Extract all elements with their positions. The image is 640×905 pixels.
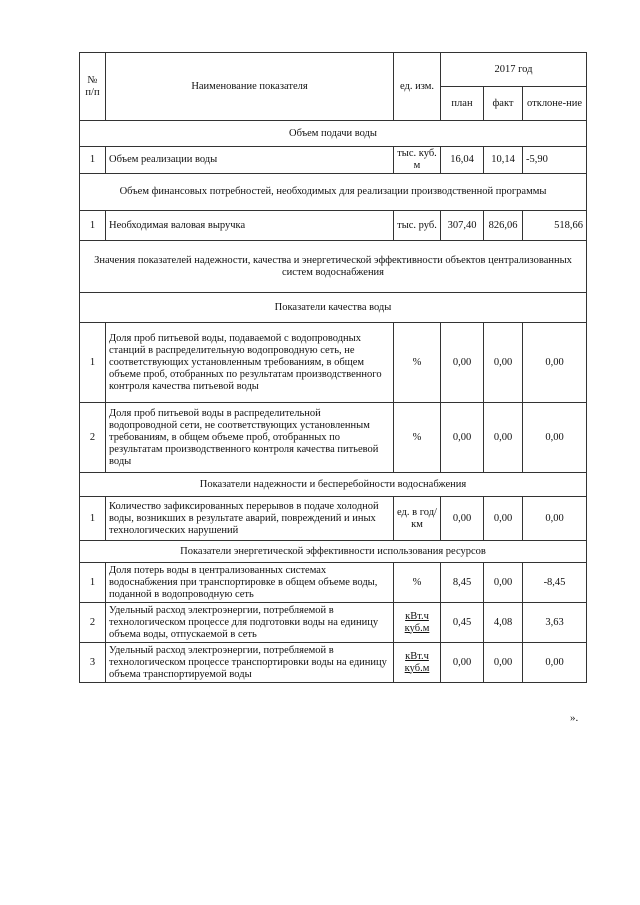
- section-reliability: Показатели надежности и бесперебойности водоснабжения: [80, 473, 587, 497]
- table-row: [80, 497, 587, 541]
- section-row: [80, 241, 587, 293]
- row-num: 2: [80, 603, 106, 643]
- row-num: 1: [80, 147, 106, 174]
- row-plan: 0,00: [441, 497, 484, 541]
- row-unit: тыс. руб.: [394, 211, 441, 241]
- row-name: Доля проб питьевой воды в распределительной водопроводной сети, не соответствующих установленным требованиям, в общем объеме проб, отобранных по результатам производственного контроля качества питьевой воды: [106, 403, 394, 473]
- header-year: 2017 год: [441, 53, 587, 87]
- row-num: 1: [80, 497, 106, 541]
- table-row: [80, 323, 587, 403]
- row-fact: 0,00: [484, 497, 523, 541]
- header-unit: ед. изм.: [394, 53, 441, 121]
- table-row: [80, 211, 587, 241]
- row-deviation: 3,63: [523, 603, 587, 643]
- row-fact: 0,00: [484, 403, 523, 473]
- row-num: 1: [80, 211, 106, 241]
- row-unit: тыс. куб. м: [394, 147, 441, 174]
- row-unit: кВт.ч куб.м: [394, 643, 441, 683]
- row-deviation: 0,00: [523, 497, 587, 541]
- row-fact: 10,14: [484, 147, 523, 174]
- header-fact: факт: [484, 87, 523, 121]
- row-num: 1: [80, 563, 106, 603]
- row-fact: 826,06: [484, 211, 523, 241]
- row-plan: 16,04: [441, 147, 484, 174]
- row-unit: кВт.ч куб.м: [394, 603, 441, 643]
- row-name: Необходимая валовая выручка: [106, 211, 394, 241]
- row-deviation: -5,90: [523, 147, 587, 174]
- header-deviation: отклоне-ние: [523, 87, 587, 121]
- row-name: Удельный расход электроэнергии, потребляемой в технологическом процессе для подготовки воды на единицу объема воды, отпускаемой в сеть: [106, 603, 394, 643]
- row-name: Удельный расход электроэнергии, потребляемой в технологическом процессе транспортировки воды на единицу объема транспортируемой воды: [106, 643, 394, 683]
- section-supply: Объем подачи воды: [80, 121, 587, 147]
- row-unit: %: [394, 563, 441, 603]
- table-row: [80, 603, 587, 643]
- table-row: [80, 563, 587, 603]
- table-row: [80, 147, 587, 174]
- row-plan: 0,45: [441, 603, 484, 643]
- row-plan: 8,45: [441, 563, 484, 603]
- section-finance: Объем финансовых потребностей, необходимых для реализации производственной программы: [80, 174, 587, 211]
- row-num: 3: [80, 643, 106, 683]
- row-deviation: -8,45: [523, 563, 587, 603]
- row-num: 2: [80, 403, 106, 473]
- row-plan: 0,00: [441, 643, 484, 683]
- row-name: Доля потерь воды в централизованных системах водоснабжения при транспортировке в общем объеме воды, поданной в водопроводную сеть: [106, 563, 394, 603]
- row-name: Доля проб питьевой воды, подаваемой с водопроводных станций в распределительную водопроводную сеть, не соответствующих установленным требованиям, в общем объеме проб, отобранных по результатам производственного контроля качества питьевой воды: [106, 323, 394, 403]
- section-row: [80, 541, 587, 563]
- section-row: [80, 121, 587, 147]
- section-row: [80, 473, 587, 497]
- row-fact: 0,00: [484, 643, 523, 683]
- closing-quote: ».: [570, 712, 579, 724]
- row-deviation: 0,00: [523, 643, 587, 683]
- row-fact: 4,08: [484, 603, 523, 643]
- row-unit: ед. в год/ км: [394, 497, 441, 541]
- section-row: [80, 174, 587, 211]
- row-plan: 0,00: [441, 323, 484, 403]
- section-row: [80, 293, 587, 323]
- indicators-table: [79, 52, 587, 683]
- table-row: [80, 403, 587, 473]
- row-num: 1: [80, 323, 106, 403]
- row-deviation: 0,00: [523, 323, 587, 403]
- row-deviation: 518,66: [523, 211, 587, 241]
- section-energy: Показатели энергетической эффективности использования ресурсов: [80, 541, 587, 563]
- row-plan: 307,40: [441, 211, 484, 241]
- table-header-row: [80, 53, 587, 87]
- row-plan: 0,00: [441, 403, 484, 473]
- row-unit: %: [394, 323, 441, 403]
- header-name: Наименование показателя: [106, 53, 394, 121]
- row-name: Объем реализации воды: [106, 147, 394, 174]
- row-fact: 0,00: [484, 323, 523, 403]
- section-quality: Показатели качества воды: [80, 293, 587, 323]
- row-unit: %: [394, 403, 441, 473]
- row-deviation: 0,00: [523, 403, 587, 473]
- section-values-title: Значения показателей надежности, качества и энергетической эффективности объектов централизованных систем водоснабжения: [80, 241, 587, 293]
- row-name: Количество зафиксированных перерывов в подаче холодной воды, возникших в результате аварий, повреждений и иных технологических нарушений: [106, 497, 394, 541]
- header-plan: план: [441, 87, 484, 121]
- row-fact: 0,00: [484, 563, 523, 603]
- header-num: № п/п: [80, 53, 106, 121]
- table-row: [80, 643, 587, 683]
